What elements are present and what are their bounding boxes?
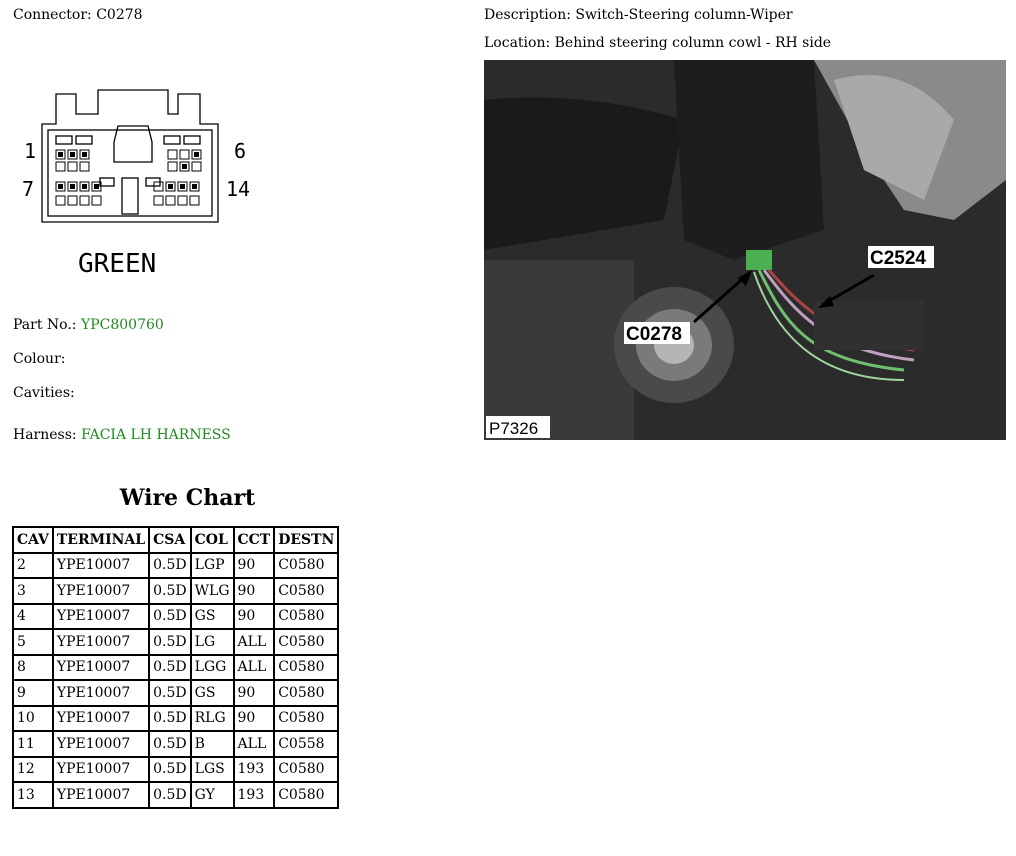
table-cell: 5 xyxy=(14,630,52,654)
table-cell: WLG xyxy=(192,579,233,603)
table-cell: C0580 xyxy=(275,554,337,578)
connector-title xyxy=(13,7,143,23)
table-cell: 0.5D xyxy=(150,656,190,680)
table-cell: 90 xyxy=(235,554,274,578)
table-cell: C0580 xyxy=(275,656,337,680)
table-cell: C0558 xyxy=(275,732,337,756)
column-header: CCT xyxy=(235,528,274,552)
table-cell: C0580 xyxy=(275,630,337,654)
table-cell: C0580 xyxy=(275,681,337,705)
table-cell: B xyxy=(192,732,233,756)
table-row xyxy=(14,554,337,578)
description-label: Description: xyxy=(484,7,571,23)
table-cell: 0.5D xyxy=(150,605,190,629)
wire-chart-body xyxy=(14,554,337,807)
table-row xyxy=(14,732,337,756)
table-cell: ALL xyxy=(235,656,274,680)
column-header: DESTN xyxy=(275,528,337,552)
part-number-label: Part No.: xyxy=(13,317,77,333)
table-cell: YPE10007 xyxy=(54,630,148,654)
connector-value: C0278 xyxy=(96,7,143,23)
table-cell: GS xyxy=(192,681,233,705)
table-cell: 8 xyxy=(14,656,52,680)
column-header: CAV xyxy=(14,528,52,552)
photo-callout-c2524: C2524 xyxy=(870,248,926,269)
table-cell: 11 xyxy=(14,732,52,756)
harness-value: FACIA LH HARNESS xyxy=(81,427,231,443)
table-cell: C0580 xyxy=(275,758,337,782)
table-cell: 90 xyxy=(235,579,274,603)
table-cell: 0.5D xyxy=(150,681,190,705)
table-row xyxy=(14,630,337,654)
location-photo xyxy=(484,60,1006,440)
table-cell: 10 xyxy=(14,707,52,731)
pin-label-14: 14 xyxy=(226,177,251,201)
wire-chart-table xyxy=(12,526,339,809)
table-cell: YPE10007 xyxy=(54,732,148,756)
table-row xyxy=(14,605,337,629)
table-cell: LGP xyxy=(192,554,233,578)
table-cell: 0.5D xyxy=(150,579,190,603)
table-cell: 0.5D xyxy=(150,783,190,807)
connector-colour-label: GREEN xyxy=(78,249,157,279)
location xyxy=(484,35,831,51)
table-row xyxy=(14,579,337,603)
wire-chart-title: Wire Chart xyxy=(119,485,256,511)
cavities-label: Cavities: xyxy=(13,385,75,401)
pin-label-1: 1 xyxy=(24,139,37,163)
table-row xyxy=(14,707,337,731)
table-cell: 13 xyxy=(14,783,52,807)
table-cell: C0580 xyxy=(275,605,337,629)
wire-chart-header-row xyxy=(14,528,337,552)
table-cell: LGS xyxy=(192,758,233,782)
table-cell: 2 xyxy=(14,554,52,578)
colour-label: Colour: xyxy=(13,351,66,367)
table-row xyxy=(14,681,337,705)
table-cell: YPE10007 xyxy=(54,605,148,629)
photo-reference: P7326 xyxy=(489,419,539,438)
column-header: CSA xyxy=(150,528,190,552)
table-cell: 193 xyxy=(235,758,274,782)
description-value: Switch-Steering column-Wiper xyxy=(575,7,793,23)
table-cell: ALL xyxy=(235,630,274,654)
pin-label-7: 7 xyxy=(22,177,35,201)
table-cell: 0.5D xyxy=(150,630,190,654)
table-cell: C0580 xyxy=(275,579,337,603)
table-cell: 0.5D xyxy=(150,707,190,731)
description xyxy=(484,7,793,23)
table-cell: 9 xyxy=(14,681,52,705)
table-cell: 0.5D xyxy=(150,732,190,756)
harness xyxy=(13,427,231,443)
harness-label: Harness: xyxy=(13,427,77,443)
connector-label: Connector: xyxy=(13,7,92,23)
table-cell: LGG xyxy=(192,656,233,680)
table-cell: RLG xyxy=(192,707,233,731)
table-row xyxy=(14,656,337,680)
table-cell: YPE10007 xyxy=(54,681,148,705)
table-cell: 90 xyxy=(235,681,274,705)
table-cell: 12 xyxy=(14,758,52,782)
photo-callout-c0278: C0278 xyxy=(626,324,682,345)
table-cell: YPE10007 xyxy=(54,707,148,731)
pin-label-6: 6 xyxy=(234,139,247,163)
table-cell: YPE10007 xyxy=(54,656,148,680)
column-header: COL xyxy=(192,528,233,552)
table-cell: 90 xyxy=(235,707,274,731)
table-cell: 193 xyxy=(235,783,274,807)
part-number xyxy=(13,317,164,333)
table-row xyxy=(14,758,337,782)
table-cell: YPE10007 xyxy=(54,758,148,782)
part-number-value: YPC800760 xyxy=(80,317,164,333)
table-cell: YPE10007 xyxy=(54,579,148,603)
table-cell: 90 xyxy=(235,605,274,629)
table-cell: C0580 xyxy=(275,783,337,807)
table-cell: C0580 xyxy=(275,707,337,731)
location-value: Behind steering column cowl - RH side xyxy=(554,35,832,51)
table-cell: 0.5D xyxy=(150,554,190,578)
table-cell: 3 xyxy=(14,579,52,603)
location-label: Location: xyxy=(484,35,551,51)
table-row xyxy=(14,783,337,807)
table-cell: 0.5D xyxy=(150,758,190,782)
column-header: TERMINAL xyxy=(54,528,148,552)
table-cell: GY xyxy=(192,783,233,807)
table-cell: 4 xyxy=(14,605,52,629)
connector-face-diagram xyxy=(18,82,258,282)
table-cell: YPE10007 xyxy=(54,554,148,578)
table-cell: GS xyxy=(192,605,233,629)
table-cell: ALL xyxy=(235,732,274,756)
table-cell: LG xyxy=(192,630,233,654)
table-cell: YPE10007 xyxy=(54,783,148,807)
